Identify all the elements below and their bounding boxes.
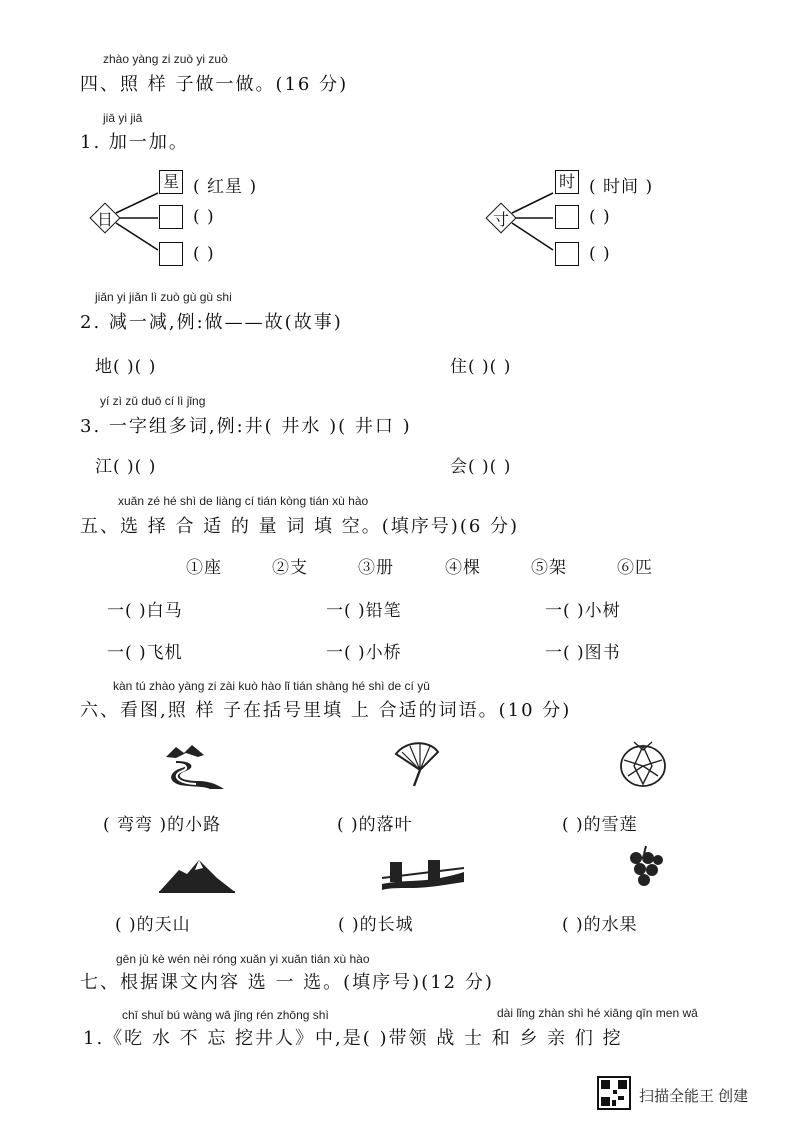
char-box-left-2[interactable] (159, 205, 183, 229)
radical-left: 日 (96, 210, 113, 229)
mountain-icon (157, 856, 237, 896)
option-2: ②支 (272, 558, 308, 578)
measure-item-5[interactable]: 一( )小桥 (326, 643, 402, 663)
char-box-right-3[interactable] (555, 242, 579, 266)
connector-lines (0, 0, 794, 300)
snow-lotus-icon (614, 736, 672, 792)
ginkgo-leaf-icon (392, 740, 442, 790)
q1-title: 1. 加一加。 (80, 132, 189, 153)
footer-scanner-label: 扫描全能王 创建 (639, 1088, 749, 1105)
picture-phrase-4[interactable]: ( )的天山 (115, 915, 191, 935)
answer-right-3[interactable]: ( ) (589, 244, 611, 264)
q2-right-blanks[interactable]: 住( )( ) (450, 357, 512, 377)
s7-q1-pinyin-right: dài lǐng zhàn shì hé xiāng qīn men wā (497, 1006, 698, 1020)
measure-item-3[interactable]: 一( )小树 (545, 601, 621, 621)
q2-title: 2. 减一减,例:做——故(故事) (80, 312, 343, 333)
char-box-left-1: 星 (159, 170, 183, 194)
s7-q1-text[interactable]: 1.《吃 水 不 忘 挖井人》中,是( )带领 战 士 和 乡 亲 们 挖 (83, 1028, 623, 1049)
picture-phrase-1[interactable]: ( 弯弯 )的小路 (103, 815, 222, 835)
option-1: ①座 (186, 558, 222, 578)
option-6: ⑥匹 (617, 558, 653, 578)
winding-path-icon (162, 743, 228, 791)
option-4: ④棵 (445, 558, 481, 578)
answer-left-1: ( 红星 ) (193, 177, 258, 197)
great-wall-icon (380, 854, 466, 894)
qr-code-icon (597, 1076, 631, 1110)
s7-pinyin: gēn jù kè wén nèi róng xuǎn yi xuǎn tián xù hào (116, 952, 370, 966)
q3-pinyin: yí zì zǔ duō cí lì jǐng (100, 394, 206, 408)
measure-item-6[interactable]: 一( )图书 (545, 643, 621, 663)
measure-item-4[interactable]: 一( )飞机 (107, 643, 183, 663)
s7-title: 七、根据课文内容 选 一 选。(填序号)(12 分) (80, 972, 494, 993)
s6-title: 六、看图,照 样 子在括号里填 上 合适的词语。(10 分) (80, 700, 572, 721)
s5-title: 五、选 择 合 适 的 量 词 填 空。(填序号)(6 分) (80, 516, 520, 537)
radical-right: 寸 (492, 210, 509, 229)
char-box-right-1: 时 (555, 170, 579, 194)
picture-phrase-2[interactable]: ( )的落叶 (337, 815, 413, 835)
answer-left-2[interactable]: ( ) (193, 207, 215, 227)
s4-title: 四、照 样 子做一做。(16 分) (80, 74, 349, 95)
q2-left-blanks[interactable]: 地( )( ) (95, 357, 157, 377)
answer-right-2[interactable]: ( ) (589, 207, 611, 227)
picture-phrase-6[interactable]: ( )的水果 (562, 915, 638, 935)
char-box-left-3[interactable] (159, 242, 183, 266)
picture-phrase-5[interactable]: ( )的长城 (338, 915, 414, 935)
measure-item-2[interactable]: 一( )铅笔 (326, 601, 402, 621)
q1-pinyin: jiā yi jiā (103, 111, 143, 125)
q3-title: 3. 一字组多词,例:井( 井水 )( 井口 ) (80, 416, 412, 437)
measure-item-1[interactable]: 一( )白马 (107, 601, 183, 621)
answer-right-1: ( 时间 ) (589, 177, 654, 197)
picture-phrase-3[interactable]: ( )的雪莲 (562, 815, 638, 835)
answer-left-3[interactable]: ( ) (193, 244, 215, 264)
s5-pinyin: xuǎn zé hé shì de liàng cí tián kòng tián xù hào (118, 494, 369, 508)
q2-pinyin: jiǎn yi jiǎn lì zuò gù gù shi (95, 290, 232, 304)
s4-pinyin: zhào yàng zi zuò yi zuò (103, 52, 228, 66)
option-5: ⑤架 (531, 558, 567, 578)
s6-pinyin: kàn tú zhào yàng zi zài kuò hào lǐ tián shàng hé shì de cí yǔ (113, 679, 430, 693)
grapes-icon (624, 844, 664, 890)
q3-right-blanks[interactable]: 会( )( ) (450, 457, 512, 477)
s7-q1-pinyin-left: chī shuǐ bú wàng wā jǐng rén zhōng shì (122, 1008, 329, 1022)
q3-left-blanks[interactable]: 江( )( ) (95, 457, 157, 477)
option-3: ③册 (358, 558, 394, 578)
char-box-right-2[interactable] (555, 205, 579, 229)
